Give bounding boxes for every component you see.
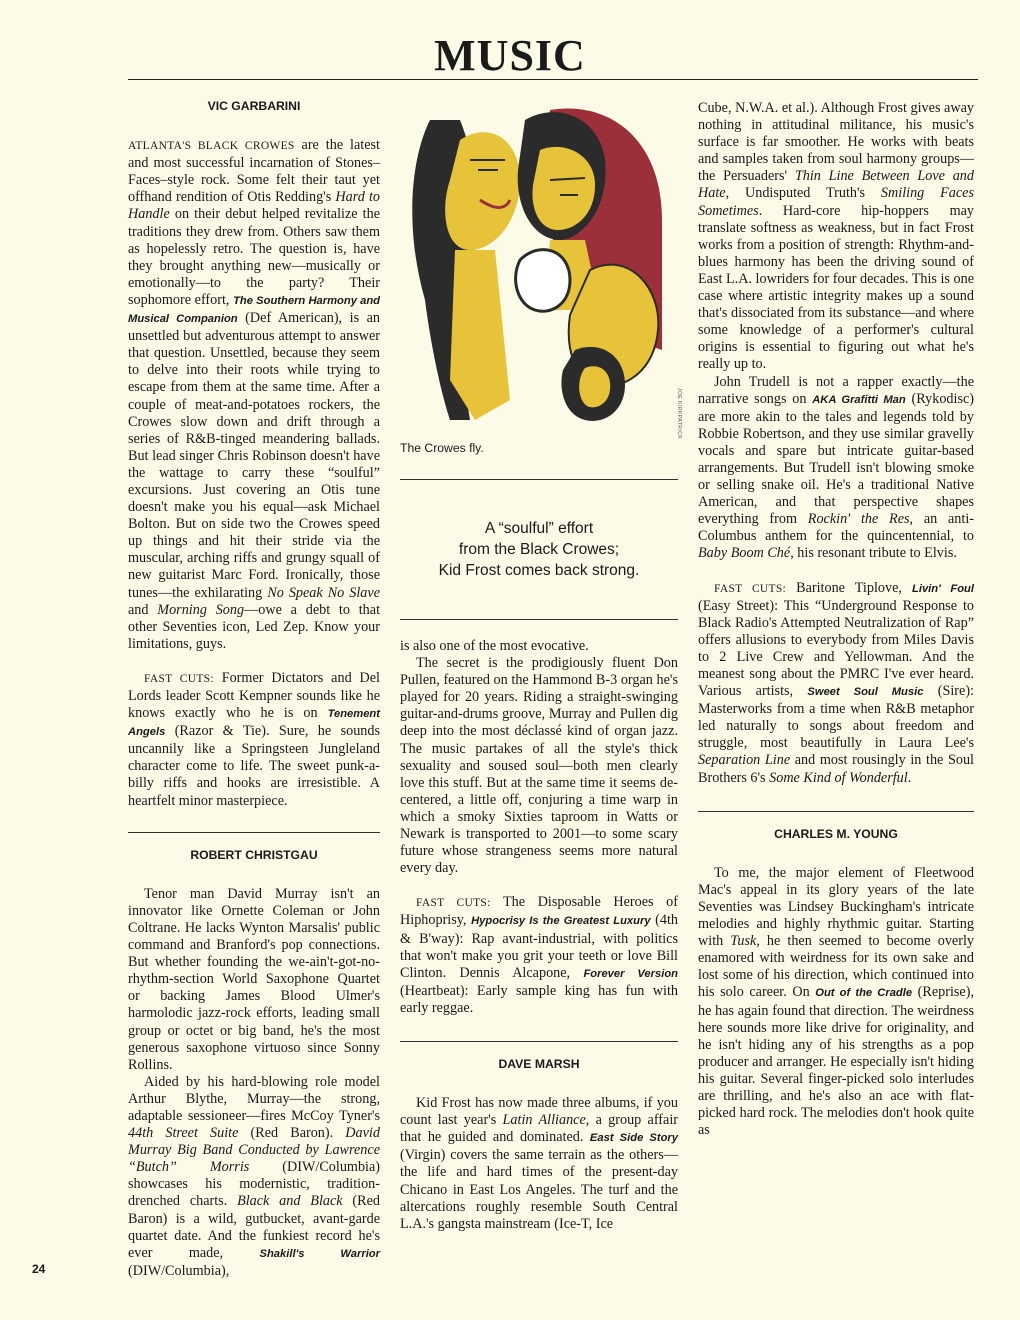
- marsh-review-p1: Kid Frost has now made three albums, if you count last year's Latin Alliance, a group affair that he guided and dominated. East Side Story (Virgin) covers the same terrain as the others—the life and hard times of the present-day Chicano in East Los Angeles. The turf and the altercations roughly resemble South Central L.A.'s gangsta mainstream (Ice-T, Ice: [400, 1095, 678, 1232]
- crowes-illustration: [400, 100, 672, 432]
- garbarini-fast-cuts: FAST CUTS: Former Dictators and Del Lords leader Scott Kempner sounds like he knows exactly who he is on Tenement Angels (Razor & Tie). Sure, he sounds uncannily like a Springsteen Jungleland character come to life. The sweet punk-a-billy riffs and hooks are irresistible. A heartfelt minor masterpiece.: [128, 669, 380, 809]
- title-rule: [128, 79, 978, 80]
- column-1: [128, 98, 380, 1280]
- illustration-caption: The Crowes fly.: [400, 441, 484, 455]
- column-2: [400, 638, 678, 1233]
- section-title: MUSIC: [434, 31, 586, 80]
- column-3: [698, 100, 974, 1139]
- caption-rule: [400, 479, 678, 480]
- pull-quote: A “soulful” effort from the Black Crowes; Kid Frost comes back strong.: [438, 520, 640, 579]
- marsh-review-p2: John Trudell is not a rapper exactly—the narrative songs on AKA Grafitti Man (Rykodisc) are more akin to the tales and legends told by Robbie Robertson, and they use similar gravelly vocals and spare but intricate guitar-based arrangements. But Trudell isn't blowing smoke or selling snake oil. He's a traditional Native American, and that perspective shapes everything from Rockin' the Res, an anti-Columbus anthem for the quincentennial, to Baby Boom Ché, his resonant tribute to Elvis.: [698, 373, 975, 562]
- christgau-review-p2: Aided by his hard-blowing role model Arthur Blythe, Murray—the strong, adaptable sessioneer—fires McCoy Tyner's 44th Street Suite (Red Baron). David Murray Big Band Conducted by Lawrence “Butch” Morris (DIW/Columbia) showcases his modernistic, tradition-drenched charts. Black and Black (Red Baron) is a wild, gutbucket, avant-garde quartet date. And the funkiest record he's ever made, Shakill's Warrior (DIW/Columbia),: [128, 1073, 381, 1279]
- byline-marsh: DAVE MARSH: [498, 1056, 580, 1071]
- byline-christgau: ROBERT CHRISTGAU: [190, 847, 318, 862]
- byline-young: CHARLES M. YOUNG: [774, 826, 898, 841]
- pull-quote-rule: [400, 619, 678, 620]
- marsh-fast-cuts: FAST CUTS: Baritone Tiplove, Livin' Foul (Easy Street): This “Underground Response to Black Radio's Attempted Neutralization of Rap” offers allusions to everybody from Miles Davis to 2 Live Crew and Yellowman. And the meanest song about the PMRC I've ever heard. Various artists, Sweet Soul Music (Sire): Masterworks from a time when R&B metaphor led naturally to songs about freedom and struggle, most beautifully in Laura Lee's Separation Line and most rousingly in the Soul Brothers 6's Some Kind of Wonderful.: [698, 579, 974, 786]
- christgau-fast-cuts: FAST CUTS: The Disposable Heroes of Hiphoprisy, Hypocrisy Is the Greatest Luxury (4th & B'way): Rap avant-industrial, with politics that won't make you grit your teeth or love Bill Clinton. Dennis Alcapone, Forever Version (Heartbeat): Early sample king has fun with early reggae.: [400, 894, 679, 1016]
- christgau-review-p1: Tenor man David Murray isn't an innovator like Ornette Coleman or John Coltrane. He lacks Wynton Marsalis' public command and Branford's pop connections. But whether founding the we-ain't-got-no-rhythm-section World Saxophone Quartet or backing James Blood Ulmer's harmolodic jazz-rock efforts, leading small group or octet or big band, he's the most generous saxophone virtuoso since Sonny Rollins.: [128, 885, 380, 1073]
- christgau-continued: is also one of the most evocative.: [400, 638, 589, 654]
- separator: [128, 832, 380, 833]
- illustration-credit: JOE KIRKPATRICK: [676, 388, 682, 440]
- marsh-continued: Cube, N.W.A. et al.). Although Frost gives away nothing in attitudinal militance, his music's surface is far smoother. He works with beats and samples taken from soul harmony groups—the Persuaders' Thin Line Between Love and Hate, Undisputed Truth's Smiling Faces Sometimes. Hard-core hip-hoppers may translate softness as weakness, but in fact Frost works from a position of strength: Rhythm-and-blues harmony has been the driving sound of East L.A. lowriders for four decades. This is one case where artistic integrity makes up a sound that's dissociated from its substance—and where some knowledge of a performer's cultural origins is essential to figuring out what he's really up to.: [698, 100, 974, 373]
- christgau-review-p3: The secret is the prodigiously fluent Don Pullen, featured on the Hammond B-3 organ he's played for 20 years. Riding a straight-swinging guitar-and-drums groove, Murray and Pullen dig deep into the most déclassé kind of organ jazz. The music partakes of all the style's thick sexuality and soused soul—both men clearly love this stuff. But at the same time it seems de-centered, a little off, conjuring a time warp in which a smoky Sixties taproom in Watts or Newark is transported to 2001—to some scary future whose strangeness seems more natural every day.: [400, 655, 678, 877]
- page-number: 24: [32, 1262, 46, 1276]
- young-review-p1: To me, the major element of Fleetwood Mac's appeal in its glory years of the late Seventies was Lindsey Buckingham's intricate melodies and highly rhythmic guitar. Starting with Tusk, he then seemed to become overly enamored with weirdness for its own sake and lost some of his direction, which continued into his solo career. On Out of the Cradle (Reprise), he has again found that direction. The weirdness here sounds more like drive for originality, and he isn't hiding any of his strengths as a pop producer and arranger. He especially isn't hiding his guitar. Several finger-picked solo interludes are thrilling, and he's also an ace with flat-picked hard rock. The melodies don't hook quite as: [698, 864, 974, 1139]
- separator: [698, 811, 974, 812]
- garbarini-review: ATLANTA'S BLACK CROWES are the latest and most successful incarnation of Stones–Faces–style rock. Some felt their taut yet offhand rendition of Otis Redding's Hard to Handle on their debut helped revitalize the traditions they drew from. Others saw them as hopelessly retro. The question is, have they brought anything new—musically or emotionally—to the party? Their sophomore effort, The Southern Harmony and Musical Companion (Def American), is an unsettled but adventurous attempt to answer that question. Unsettled, because they seem to delve into their roots while trying to escape from them at the same time. After a couple of meat-and-potatoes rockers, the Crowes slow down and drift through a series of R&B-tinged meandering ballads. But lead singer Chris Robinson doesn't have the wattage to carry these “soulful” excursions. Just covering an Otis tune doesn't make you his equal—ask Michael Bolton. But on side two the Crowes speed up things and hit their stride via the muscular, arching riffs and grungy squall of new guitarist Marc Ford. Ironically, those tunes—the exhilarating No Speak No Slave and Morning Song—owe a debt to that other Seventies icon, Led Zep. Know your limitations, guys.: [128, 137, 381, 652]
- separator: [400, 1041, 678, 1042]
- byline-garbarini: VIC GARBARINI: [207, 99, 301, 113]
- band-caricature-image: [400, 100, 672, 432]
